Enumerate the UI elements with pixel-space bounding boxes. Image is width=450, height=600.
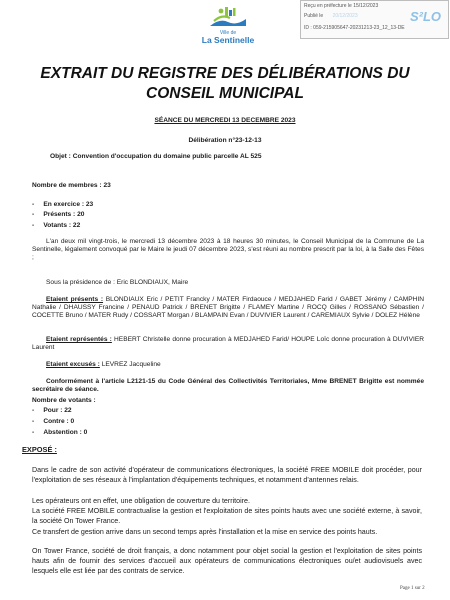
seance-date: SÉANCE DU MERCREDI 13 DECEMBRE 2023 [154, 117, 296, 124]
logo-emblem-icon [208, 4, 248, 30]
stamp-received: Reçu en préfecture le 15/12/2023 [304, 3, 379, 9]
bullet-exercice: - En exercice : 23 [32, 201, 94, 208]
presidence: Sous la présidence de : Eric BLONDIAUX, Maire [46, 279, 189, 286]
stamp-id: ID : 059-215905647-20231213-23_12_13-DE [304, 25, 405, 31]
vote-pour: - Pour : 22 [32, 407, 72, 414]
vote-contre: - Contre : 0 [32, 418, 75, 425]
presents-label: Etaient présents : [46, 296, 104, 303]
stamp-watermark: S²LO [409, 9, 441, 24]
deliberation-number: Délibération n°23-12-13 [188, 137, 262, 144]
membres: Nombre de membres : 23 [32, 182, 111, 189]
prefecture-stamp [300, 0, 449, 39]
conformement-paragraph: Conformément à l'article L2121-15 du Code Général des Collectivités Territoriales, Mme BRENET Brigitte est nommée secrétaire de séance. [32, 378, 424, 393]
logo-name: La Sentinelle [201, 35, 255, 45]
expose-para-3: La société FREE MOBILE contractualise la gestion et l'exploitation de sites points hauts avec une société externe, à savoir, la société On Tower France. [32, 507, 422, 525]
presents-paragraph [32, 296, 424, 320]
bullet-votants: - Votants : 22 [32, 222, 81, 229]
bullet-presents: - Présents : 20 [32, 211, 85, 218]
logo-small-text: Ville de [219, 30, 237, 36]
document-title-line2: CONSEIL MUNICIPAL [146, 85, 304, 102]
excuses-list: LEVREZ Jacqueline [101, 361, 161, 368]
document-title-line1: EXTRAIT DU REGISTRE DES DÉLIBÉRATIONS DU [40, 65, 410, 82]
expose-para-5: On Tower France, société de droit français, a donc notamment pour objet social la gestion et l'exploitation de sites points hauts afin de fournir des services d'accueil aux opérateurs de communications électroniques ou/et audiovisuels avec lesquels elle est liée par des contrats de service. [32, 547, 422, 575]
stamp-published [304, 13, 358, 19]
expose-para-2: Les opérateurs ont en effet, une obligation de couverture du territoire. [32, 497, 250, 505]
intro-paragraph: L'an deux mil vingt-trois, le mercredi 13 décembre 2023 à 18 heures 30 minutes, le Conseil Municipal de la Commune de La Sentinelle, légalement convoqué par le Maire le jeudi 07 décembre 2023, s'est réuni au nombre prescrit par la loi, à la Salle des Fêtes ; [32, 238, 424, 261]
representes-list: HEBERT Christelle donne procuration à MEDJAHED Farid/ HOUPE Loïc donne procuration à DUVIVIER Laurent [32, 336, 424, 351]
stamp-published-date: 20/12/2023 [332, 13, 358, 19]
representes-paragraph [32, 336, 424, 352]
nombre-votants: Nombre de votants : [32, 397, 96, 404]
objet: Objet : Convention d'occupation du domaine public parcelle AL 525 [50, 153, 262, 160]
expose-para-4: Ce transfert de gestion arrive dans un second temps après l'installation et la mise en service des points hauts. [32, 528, 378, 536]
page-number: Page 1 sur 2 [400, 586, 425, 591]
expose-heading: EXPOSÉ : [22, 445, 57, 454]
excuses-paragraph [46, 361, 161, 369]
presents-list: BLONDIAUX Eric / PETIT Francky / MATER Firdaouce / MEDJAHED Farid / GABET Jérémy / CAMPHIN Nathalie / DHAUSSY Francine / PENAUD Patrick / BRENET Brigitte / FLAMEY Martine / ROCQ Gilles / ROSSANO Sébastien / COCETTE Bruno / MATER Rudy / COSSART Morgan / BLAMPAIN Evan / DUVIVIER Laurent / CAREMIAUX Sylvie / DOLEZ Hélène [32, 296, 424, 319]
vote-abstention: - Abstention : 0 [32, 429, 88, 436]
stamp-published-label: Publié le [304, 13, 324, 19]
excuses-label: Etaient excusés : [46, 361, 100, 368]
representes-label: Etaient représentés : [46, 336, 112, 343]
expose-para-1: Dans le cadre de son activité d'opérateur de communications électroniques, la société FREE MOBILE doit procéder, pour l'exploitation de ses réseaux à l'implantation d'équipements techniques, et notamment d'antennes relais. [32, 466, 422, 484]
town-logo [188, 4, 268, 50]
